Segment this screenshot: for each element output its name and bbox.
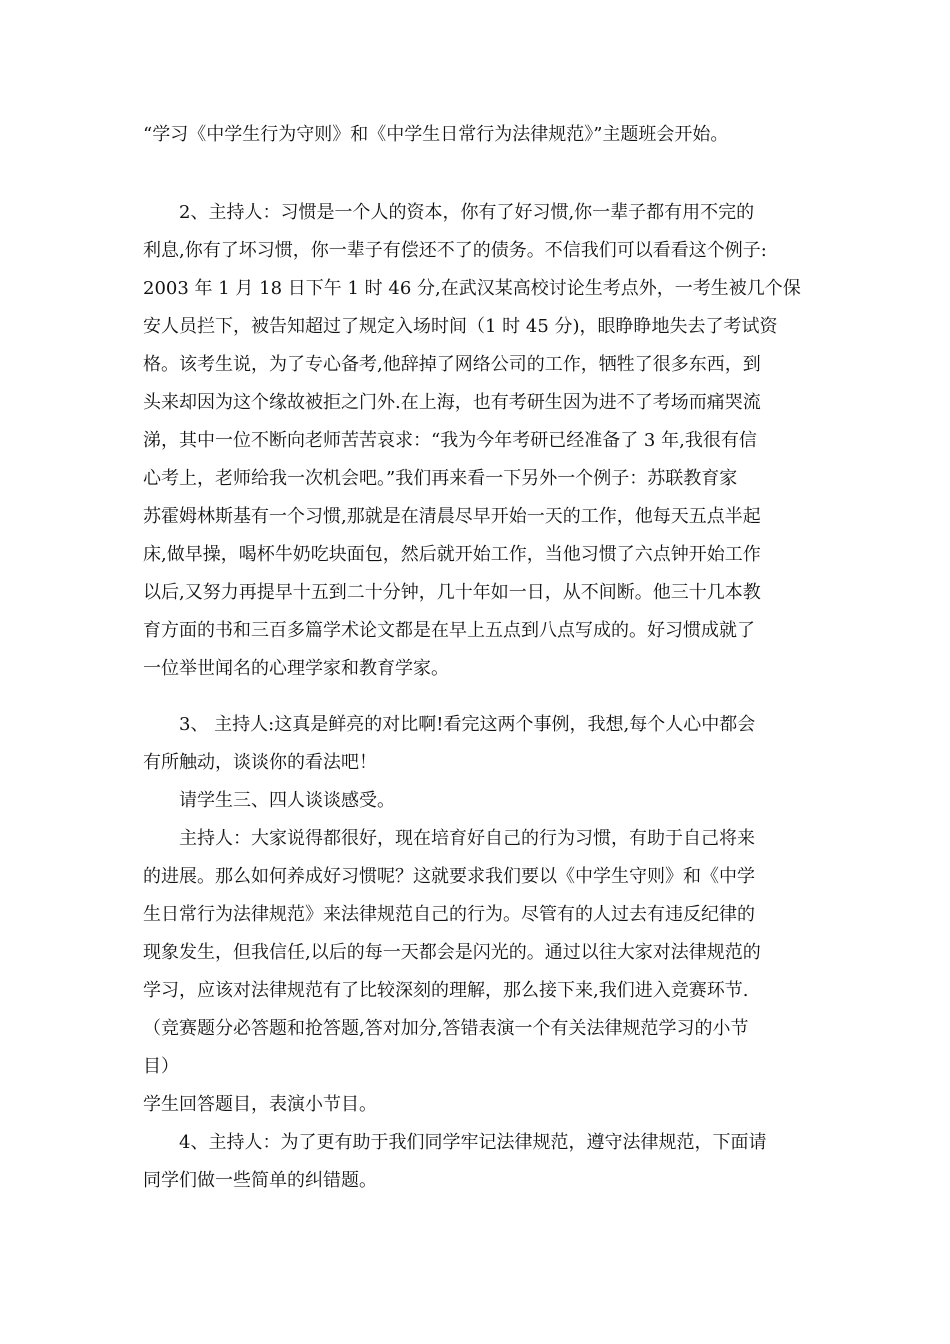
paragraph-line: 2003 年 1 月 18 日下午 1 时 46 分,在武汉某高校讨论生考点外，一考生被几个保: [143, 278, 801, 299]
paragraph-line: 以后,又努力再提早十五到二十分钟，几十年如一日，从不间断。他三十几本教: [143, 582, 761, 603]
paragraph-line: 苏霍姆林斯基有一个习惯,那就是在清晨尽早开始一天的工作，他每天五点半起: [143, 506, 761, 527]
paragraph-line: 床,做早操，喝杯牛奶吃块面包，然后就开始工作，当他习惯了六点钟开始工作: [143, 544, 761, 565]
paragraph-line: 4、主持人：为了更有助于我们同学牢记法律规范，遵守法律规范，下面请: [179, 1132, 767, 1153]
paragraph-line: 格。该考生说，为了专心备考,他辞掉了网络公司的工作，牺牲了很多东西，到: [143, 354, 761, 375]
paragraph-line: 一位举世闻名的心理学家和教育学家。: [143, 658, 449, 679]
paragraph-line: 的进展。那么如何养成好习惯呢？这就要求我们要以《中学生守则》和《中学: [143, 866, 755, 887]
paragraph-line: 同学们做一些简单的纠错题。: [143, 1170, 377, 1191]
paragraph-line: 现象发生，但我信任,以后的每一天都会是闪光的。通过以往大家对法律规范的: [143, 942, 761, 963]
paragraph-line: 3、 主持人:这真是鲜亮的对比啊!看完这两个事例，我想,每个人心中都会: [179, 714, 756, 735]
paragraph-line: 利息,你有了坏习惯，你一辈子有偿还不了的债务。不信我们可以看看这个例子:: [143, 240, 767, 261]
paragraph-line: 育方面的书和三百多篇学术论文都是在早上五点到八点写成的。好习惯成就了: [143, 620, 755, 641]
paragraph-line: 目）: [143, 1056, 179, 1077]
paragraph-line: 学生回答题目，表演小节目。: [143, 1094, 377, 1115]
paragraph-line: （竞赛题分必答题和抢答题,答对加分,答错表演一个有关法律规范学习的小节: [143, 1018, 749, 1039]
paragraph-line: 安人员拦下，被告知超过了规定入场时间（1 时 45 分)，眼睁睁地失去了考试资: [143, 316, 778, 337]
paragraph-line: 学习，应该对法律规范有了比较深刻的理解，那么接下来,我们进入竞赛环节.: [143, 980, 749, 1001]
paragraph-line: 生日常行为法律规范》来法律规范自己的行为。尽管有的人过去有违反纪律的: [143, 904, 755, 925]
paragraph-line: “学习《中学生行为守则》和《中学生日常行为法律规范》”主题班会开始。: [143, 124, 729, 145]
paragraph-line: 有所触动，谈谈你的看法吧！: [143, 752, 377, 773]
paragraph-line: 请学生三、四人谈谈感受。: [179, 790, 395, 811]
paragraph-line: 涕，其中一位不断向老师苦苦哀求：“我为今年考研已经准备了 3 年,我很有信: [143, 430, 757, 451]
paragraph-line: 2、主持人：习惯是一个人的资本，你有了好习惯,你一辈子都有用不完的: [179, 202, 755, 223]
paragraph-line: 心考上，老师给我一次机会吧。”我们再来看一下另外一个例子：苏联教育家: [143, 468, 738, 489]
paragraph-line: 主持人：大家说得都很好，现在培育好自己的行为习惯，有助于自己将来: [179, 828, 755, 849]
paragraph-line: 头来却因为这个缘故被拒之门外.在上海，也有考研生因为进不了考场而痛哭流: [143, 392, 761, 413]
